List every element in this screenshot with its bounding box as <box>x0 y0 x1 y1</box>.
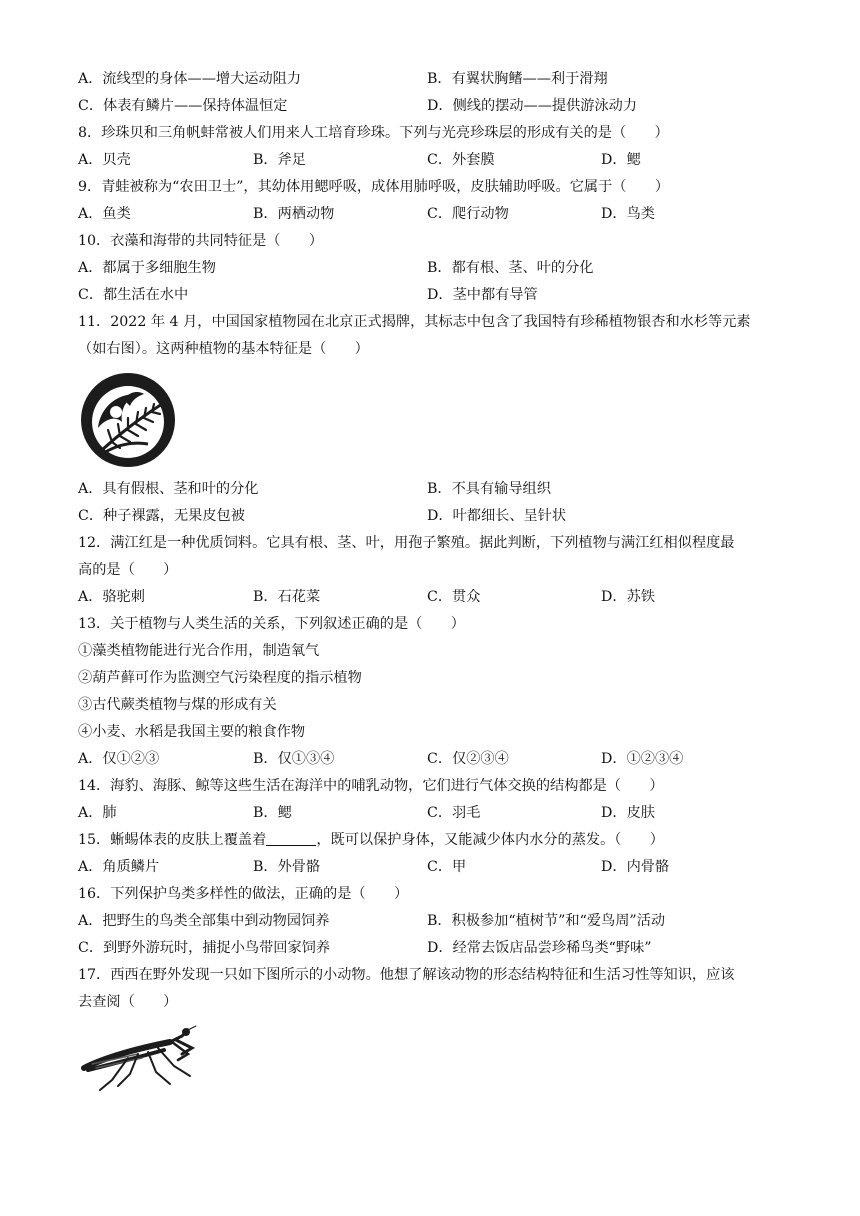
q12-stem-line2: 高的是（ ） <box>78 562 178 578</box>
q12-option-d: D．苏铁 <box>601 589 655 605</box>
q15-stem-before-blank: 15．蜥蜴体表的皮肤上覆盖着 <box>78 832 267 848</box>
q8-option-d: D．鳃 <box>601 152 641 168</box>
q9-option-a: A．鱼类 <box>78 206 131 222</box>
q13-option-b: B．仅①③④ <box>253 751 335 767</box>
q10-option-c: C．都生活在水中 <box>78 287 189 303</box>
q11-option-d: D．叶都细长、呈针状 <box>427 508 567 524</box>
q9-option-d: D．鸟类 <box>601 206 655 222</box>
q14-option-c: C．羽毛 <box>427 805 481 821</box>
q16-option-b: B．积极参加“植树节”和“爱鸟周”活动 <box>427 913 666 929</box>
q10-stem: 10．衣藻和海带的共同特征是（ ） <box>78 233 324 249</box>
q10-option-d: D．茎中都有导管 <box>427 287 538 303</box>
q12-option-b: B．石花菜 <box>253 589 321 605</box>
q16-option-d: D．经常去饭店品尝珍稀鸟类“野味” <box>427 940 652 956</box>
q16-option-c: C．到野外游玩时，捕捉小鸟带回家饲养 <box>78 940 331 956</box>
q14-option-d: D．皮肤 <box>601 805 655 821</box>
q9-option-c: C．爬行动物 <box>427 206 509 222</box>
q9-stem: 9．青蛙被称为“农田卫士”，其幼体用鳃呼吸，成体用肺呼吸，皮肤辅助呼吸。它属于（ ） <box>78 179 670 195</box>
q11-stem-line1: 11．2022 年 4 月，中国国家植物园在北京正式揭牌，其标志中包含了我国特有珍稀植物银杏和水杉等元素 <box>78 314 751 330</box>
q11-stem-line2: （如右图）。这两种植物的基本特征是（ ） <box>78 341 369 357</box>
q15-stem-after-blank: ，既可以保护身体，又能减少体内水分的蒸发。（ ） <box>316 832 664 848</box>
q11-option-c: C．种子裸露，无果皮包被 <box>78 508 245 524</box>
q17-stem-line1: 17．西西在野外发现一只如下图所示的小动物。他想了解该动物的形态结构特征和生活习性等知识，应该 <box>78 967 735 983</box>
q13-option-a: A．仅①②③ <box>78 751 160 767</box>
q13-statement-1: ①藻类植物能进行光合作用，制造氧气 <box>78 643 320 659</box>
q17-stem-line2: 去查阅（ ） <box>78 994 178 1010</box>
q10-option-a: A．都属于多细胞生物 <box>78 260 216 276</box>
q13-statement-2: ②葫芦藓可作为监测空气污染程度的指示植物 <box>78 670 362 686</box>
q9-option-b: B．两栖动物 <box>253 206 335 222</box>
q7-option-b: B．有翼状胸鳍——利于滑翔 <box>427 71 608 87</box>
mantis-figure <box>78 1024 202 1100</box>
q14-option-a: A．肺 <box>78 805 117 821</box>
q15-option-a: A．角质鳞片 <box>78 859 160 875</box>
q7-option-a: A．流线型的身体——增大运动阻力 <box>78 71 302 87</box>
q7-option-c: C．体表有鳞片——保持体温恒定 <box>78 98 288 114</box>
q12-stem-line1: 12．满江红是一种优质饲料。它具有根、茎、叶，用孢子繁殖。据此判断，下列植物与满江红相似程度最 <box>78 535 735 551</box>
q8-option-c: C．外套膜 <box>427 152 495 168</box>
q14-option-b: B．鳃 <box>253 805 292 821</box>
q13-statement-4: ④小麦、水稻是我国主要的粮食作物 <box>78 724 306 740</box>
q8-option-a: A．贝壳 <box>78 152 131 168</box>
q10-option-b: B．都有根、茎、叶的分化 <box>427 260 594 276</box>
q15-option-c: C．甲 <box>427 859 467 875</box>
q16-option-a: A．把野生的鸟类全部集中到动物园饲养 <box>78 913 330 929</box>
q16-stem: 16．下列保护鸟类多样性的做法，正确的是（ ） <box>78 886 409 902</box>
q15-answer-blank <box>266 831 316 846</box>
mantis-icon <box>78 1024 202 1096</box>
q13-statement-3: ③古代蕨类植物与煤的形成有关 <box>78 697 277 713</box>
q15-stem <box>78 830 664 850</box>
q13-option-d: D．①②③④ <box>601 751 684 767</box>
q8-stem: 8．珍珠贝和三角帆蚌常被人们用来人工培育珍珠。下列与光亮珍珠层的形成有关的是（ ） <box>78 125 669 141</box>
q7-option-d: D．侧线的摆动——提供游泳动力 <box>427 98 638 114</box>
q12-option-a: A．骆驼刺 <box>78 589 145 605</box>
ginkgo-metasequoia-logo-icon <box>78 370 178 470</box>
q11-option-b: B．不具有输导组织 <box>427 481 551 497</box>
q13-stem: 13．关于植物与人类生活的关系，下列叙述正确的是（ ） <box>78 616 465 632</box>
q14-stem: 14．海豹、海豚、鲸等这些生活在海洋中的哺乳动物，它们进行气体交换的结构都是（ ） <box>78 778 664 794</box>
q13-option-c: C．仅②③④ <box>427 751 509 767</box>
q8-option-b: B．斧足 <box>253 152 306 168</box>
q15-option-d: D．内骨骼 <box>601 859 670 875</box>
botanical-garden-logo-figure <box>78 370 178 474</box>
q12-option-c: C．贯众 <box>427 589 481 605</box>
q11-option-a: A．具有假根、茎和叶的分化 <box>78 481 259 497</box>
q15-option-b: B．外骨骼 <box>253 859 321 875</box>
